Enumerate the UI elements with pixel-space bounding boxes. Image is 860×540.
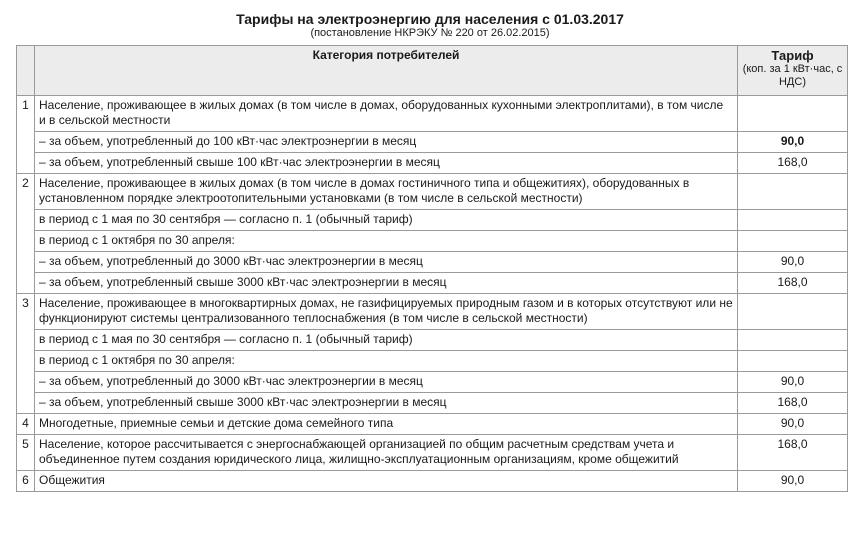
header-tariff-unit: (коп. за 1 кВт·час, с НДС): [742, 63, 843, 88]
table-row: [17, 393, 848, 414]
category-cell: – за объем, употребленный до 3000 кВт·час электроэнергии в месяц: [35, 372, 738, 393]
header-tariff: [738, 46, 848, 96]
table-row: [17, 231, 848, 252]
tariff-value-cell: 90,0: [738, 132, 848, 153]
tariff-value-cell: 168,0: [738, 435, 848, 471]
tariff-value-cell: [738, 330, 848, 351]
tariff-value-cell: [738, 210, 848, 231]
category-cell: Общежития: [35, 471, 738, 492]
table-row: [17, 471, 848, 492]
table-header-row: [17, 46, 848, 96]
table-row: [17, 294, 848, 330]
tariff-value-cell: 168,0: [738, 393, 848, 414]
tariff-value-cell: 90,0: [738, 372, 848, 393]
tariff-value-cell: 168,0: [738, 273, 848, 294]
category-cell: Население, проживающее в многоквартирных домах, не газифицируемых природным газом и в которых отсутствуют или не функционируют системы централизованного теплоснабжения (в том числе в сельской местности): [35, 294, 738, 330]
page-title: Тарифы на электроэнергию для населения с 01.03.2017: [236, 11, 624, 27]
row-number: 4: [17, 414, 35, 435]
tariff-value-cell: [738, 351, 848, 372]
row-number: 6: [17, 471, 35, 492]
table-row: [17, 210, 848, 231]
category-cell: – за объем, употребленный свыше 100 кВт·час электроэнергии в месяц: [35, 153, 738, 174]
category-cell: – за объем, употребленный свыше 3000 кВт·час электроэнергии в месяц: [35, 273, 738, 294]
tariff-table: [16, 45, 848, 492]
page-subtitle: (постановление НКРЭКУ № 220 от 26.02.2015): [310, 27, 550, 39]
row-number: 2: [17, 174, 35, 294]
table-row: [17, 435, 848, 471]
category-cell: в период с 1 мая по 30 сентября — согласно п. 1 (обычный тариф): [35, 330, 738, 351]
category-cell: – за объем, употребленный свыше 3000 кВт·час электроэнергии в месяц: [35, 393, 738, 414]
row-number: 3: [17, 294, 35, 414]
header-tariff-title: Тариф: [771, 48, 814, 63]
header-category: Категория потребителей: [35, 46, 738, 96]
tariff-value-cell: 90,0: [738, 414, 848, 435]
table-row: [17, 174, 848, 210]
table-row: [17, 372, 848, 393]
table-row: [17, 273, 848, 294]
tariff-value-cell: [738, 96, 848, 132]
category-cell: Многодетные, приемные семьи и детские дома семейного типа: [35, 414, 738, 435]
table-row: [17, 132, 848, 153]
table-row: [17, 330, 848, 351]
tariff-value-cell: 90,0: [738, 252, 848, 273]
table-body: [17, 96, 848, 492]
tariff-value-cell: [738, 174, 848, 210]
category-cell: в период с 1 мая по 30 сентября — согласно п. 1 (обычный тариф): [35, 210, 738, 231]
row-number: 1: [17, 96, 35, 174]
category-cell: Население, которое рассчитывается с энергоснабжающей организацией по общим расчетным средствам учета и объединенное путем создания юридического лица, жилищно-эксплуатационным организациям, кроме общежитий: [35, 435, 738, 471]
tariff-value-cell: [738, 231, 848, 252]
row-number: 5: [17, 435, 35, 471]
table-row: [17, 153, 848, 174]
category-cell: Население, проживающее в жилых домах (в том числе в домах, оборудованных кухонными электроплитами), в том числе и в сельской местности: [35, 96, 738, 132]
tariff-value-cell: 168,0: [738, 153, 848, 174]
category-cell: в период с 1 октября по 30 апреля:: [35, 231, 738, 252]
table-row: [17, 351, 848, 372]
tariff-value-cell: 90,0: [738, 471, 848, 492]
category-cell: – за объем, употребленный до 3000 кВт·час электроэнергии в месяц: [35, 252, 738, 273]
category-cell: Население, проживающее в жилых домах (в том числе в домах гостиничного типа и общежитиях), оборудованных в установленном порядке электроотопительными установками (в том числе в сельской местности): [35, 174, 738, 210]
category-cell: в период с 1 октября по 30 апреля:: [35, 351, 738, 372]
table-row: [17, 414, 848, 435]
table-row: [17, 252, 848, 273]
tariff-value-cell: [738, 294, 848, 330]
header-number-cell: [17, 46, 35, 96]
category-cell: – за объем, употребленный до 100 кВт·час электроэнергии в месяц: [35, 132, 738, 153]
table-row: [17, 96, 848, 132]
